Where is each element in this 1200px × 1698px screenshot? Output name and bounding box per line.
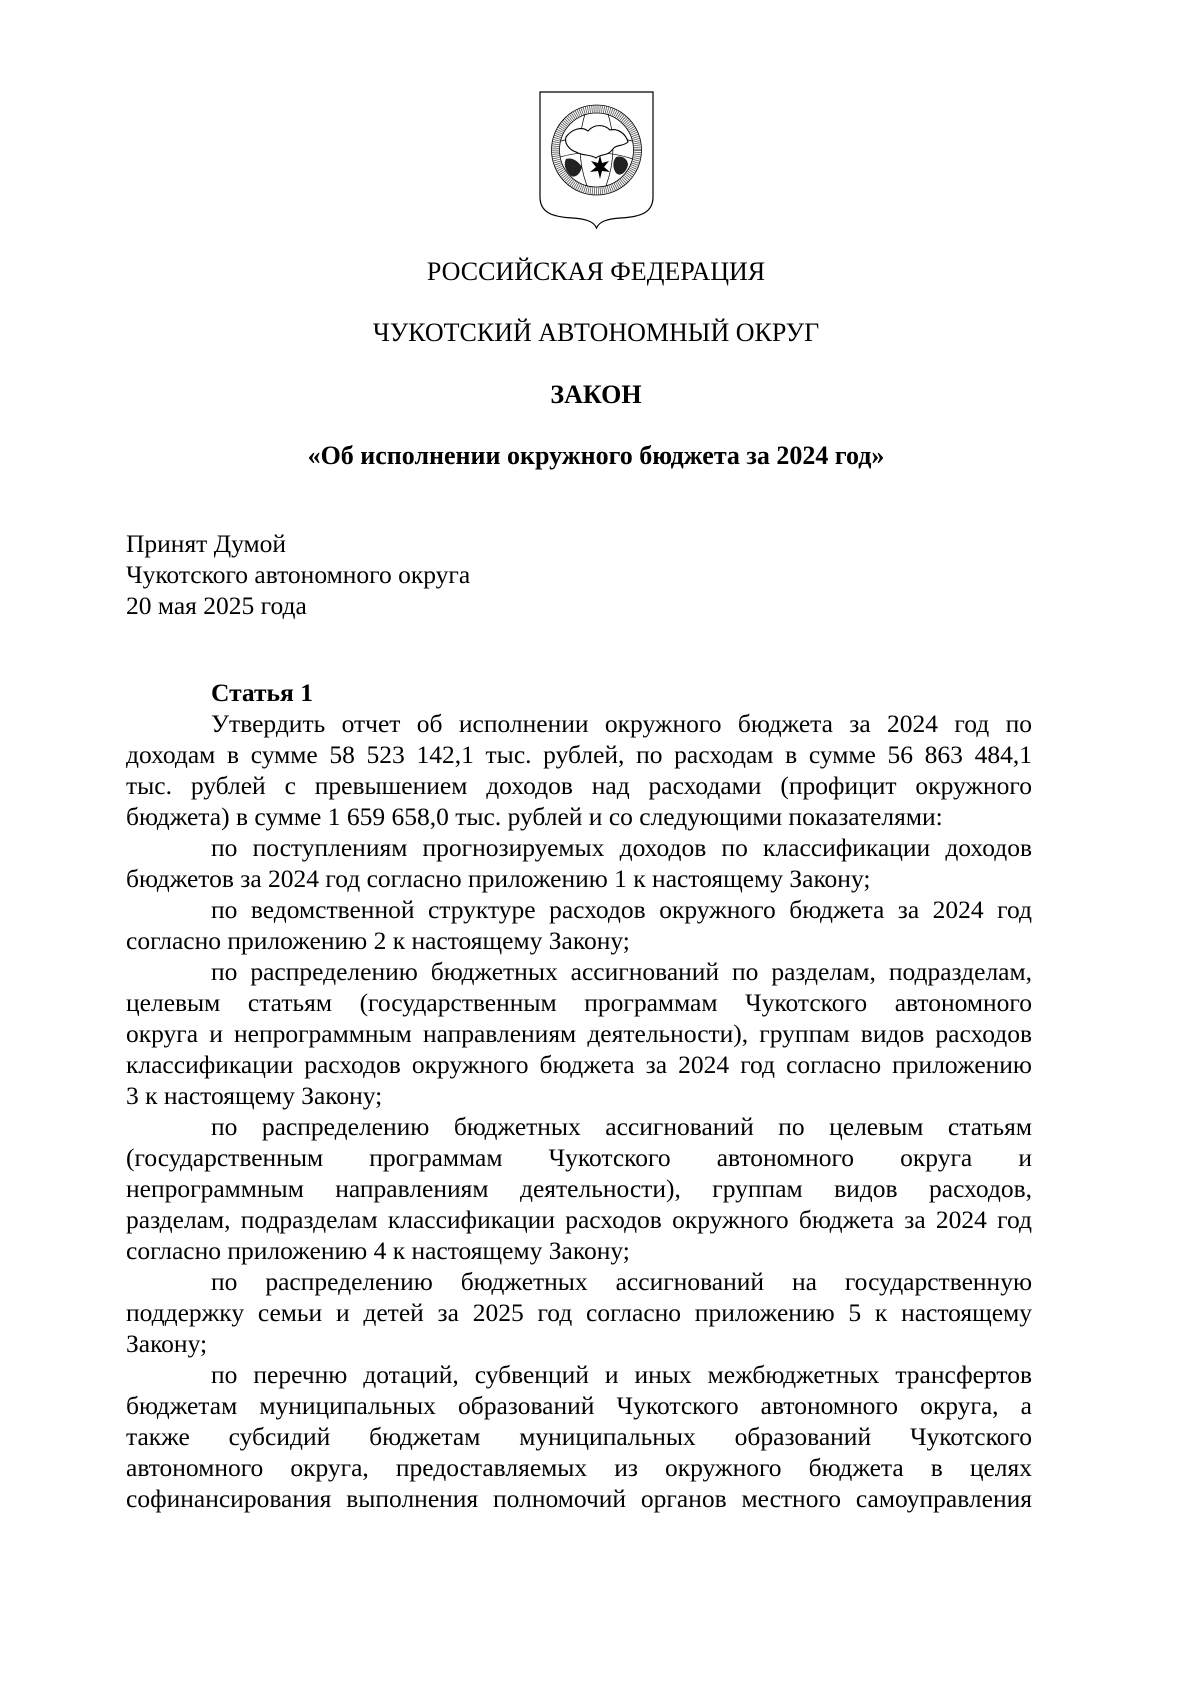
document-type: ЗАКОН [550,380,642,409]
paragraph-line: (государственным программам Чукотского автономного округа и [126,1143,1032,1172]
paragraph-line: тыс. рублей с превышением доходов над расходами (профицит окружного [126,771,1032,800]
document-title: «Об исполнении окружного бюджета за 2024 год» [307,441,885,470]
paragraph-line: по распределению бюджетных ассигнований по целевым статьям [211,1112,1032,1141]
paragraph-line: разделам, подразделам классификации расходов окружного бюджета за 2024 год [126,1205,1032,1234]
paragraph-line: поддержку семьи и детей за 2025 год согласно приложению 5 к настоящему [126,1298,1032,1327]
paragraph-line: по перечню дотаций, субвенций и иных межбюджетных трансфертов [211,1360,1032,1389]
paragraph-line: 3 к настоящему Закону; [126,1081,383,1110]
paragraph-line: согласно приложению 4 к настоящему Закону; [126,1236,630,1265]
paragraph-line: согласно приложению 2 к настоящему Закону; [126,926,630,955]
coat-of-arms-emblem [530,85,665,235]
paragraph-line: целевым статьям (государственным программам Чукотского автономного [126,988,1032,1017]
paragraph-line: Закону; [126,1329,208,1358]
paragraph-line: по распределению бюджетных ассигнований по разделам, подразделам, [211,957,1032,986]
paragraph-line: по поступлениям прогнозируемых доходов по классификации доходов [211,833,1032,862]
paragraph-line: по распределению бюджетных ассигнований на государственную [211,1267,1032,1296]
adoption-date: 20 мая 2025 года [126,591,307,620]
paragraph-line: бюджетов за 2024 год согласно приложению 1 к настоящему Закону; [126,864,871,893]
paragraph-line: округа и непрограммным направлениям деятельности), группам видов расходов [126,1019,1032,1048]
paragraph-line: Утвердить отчет об исполнении окружного бюджета за 2024 год по [211,709,1032,738]
paragraph-line: также субсидий бюджетам муниципальных образований Чукотского [126,1422,1032,1451]
paragraph-line: по ведомственной структуре расходов окружного бюджета за 2024 год [211,895,1032,924]
country-name: РОССИЙСКАЯ ФЕДЕРАЦИЯ [426,257,766,286]
paragraph-line: софинансирования выполнения полномочий органов местного самоуправления [126,1484,1032,1513]
paragraph-line: автономного округа, предоставляемых из окружного бюджета в целях [126,1453,1032,1482]
region-name: ЧУКОТСКИЙ АВТОНОМНЫЙ ОКРУГ [372,318,820,347]
paragraph-line: доходам в сумме 58 523 142,1 тыс. рублей, по расходам в сумме 56 863 484,1 [126,740,1032,769]
paragraph-line: классификации расходов окружного бюджета за 2024 год согласно приложению [126,1050,1032,1079]
adoption-line: Чукотского автономного округа [126,560,471,589]
paragraph-line: непрограммным направлениям деятельности), группам видов расходов, [126,1174,1032,1203]
paragraph-line: бюджетам муниципальных образований Чукотского автономного округа, а [126,1391,1032,1420]
article-heading: Статья 1 [211,678,313,707]
adoption-line: Принят Думой [126,529,287,558]
paragraph-line: бюджета) в сумме 1 659 658,0 тыс. рублей и со следующими показателями: [126,802,943,831]
